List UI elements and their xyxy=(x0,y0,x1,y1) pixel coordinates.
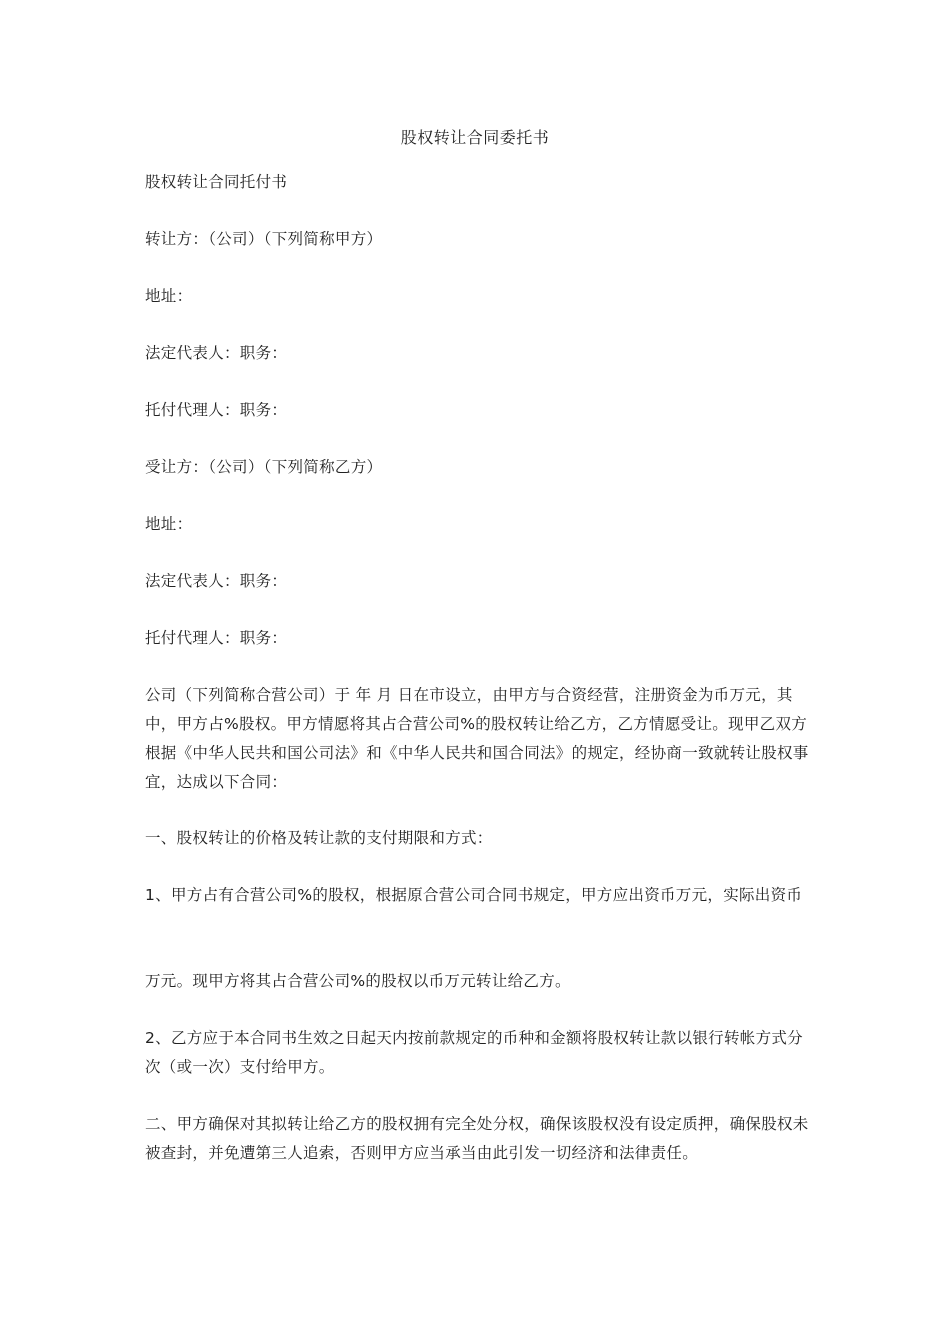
clause-1-continuation: 万元。现甲方将其占合营公司%的股权以币万元转让给乙方。 xyxy=(145,972,571,990)
transferee-agent: 托付代理人：职务： xyxy=(145,629,288,647)
document-subtitle: 股权转让合同托付书 xyxy=(145,173,288,191)
clause-1-paragraph: 1、甲方占有合营公司%的股权，根据原合营公司合同书规定，甲方应出资币万元，实际出资币 xyxy=(145,886,803,904)
transferor-address: 地址： xyxy=(145,287,193,305)
transferee-address: 地址： xyxy=(145,515,193,533)
section-2-paragraph: 二、甲方确保对其拟转让给乙方的股权拥有完全处分权，确保该股权没有设定质押，确保股权未被查封，并免遭第三人追索，否则甲方应当承当由此引发一切经济和法律责任。 xyxy=(145,1115,809,1162)
transferee-legal-rep: 法定代表人：职务： xyxy=(145,572,288,590)
preamble-paragraph: 公司（下列简称合营公司）于 年 月 日在市设立，由甲方与合资经营，注册资金为币万元，其中，甲方占%股权。甲方情愿将其占合营公司%的股权转让给乙方，乙方情愿受让。现甲乙双方根据《中华人民共和国公司法》和《中华人民共和国合同法》的规定，经协商一致就转让股权事宜，达成以下合同： xyxy=(145,686,809,791)
section-1-heading: 一、股权转让的价格及转让款的支付期限和方式： xyxy=(145,829,493,847)
transferor-agent: 托付代理人：职务： xyxy=(145,401,288,419)
transferee-line: 受让方：（公司）（下列简称乙方） xyxy=(145,458,383,476)
clause-2-paragraph: 2、乙方应于本合同书生效之日起天内按前款规定的币种和金额将股权转让款以银行转帐方式分次（或一次）支付给甲方。 xyxy=(145,1029,803,1076)
document-title: 股权转让合同委托书 xyxy=(400,128,550,147)
transferor-legal-rep: 法定代表人：职务： xyxy=(145,344,288,362)
transferor-line: 转让方：（公司）（下列简称甲方） xyxy=(145,230,383,248)
